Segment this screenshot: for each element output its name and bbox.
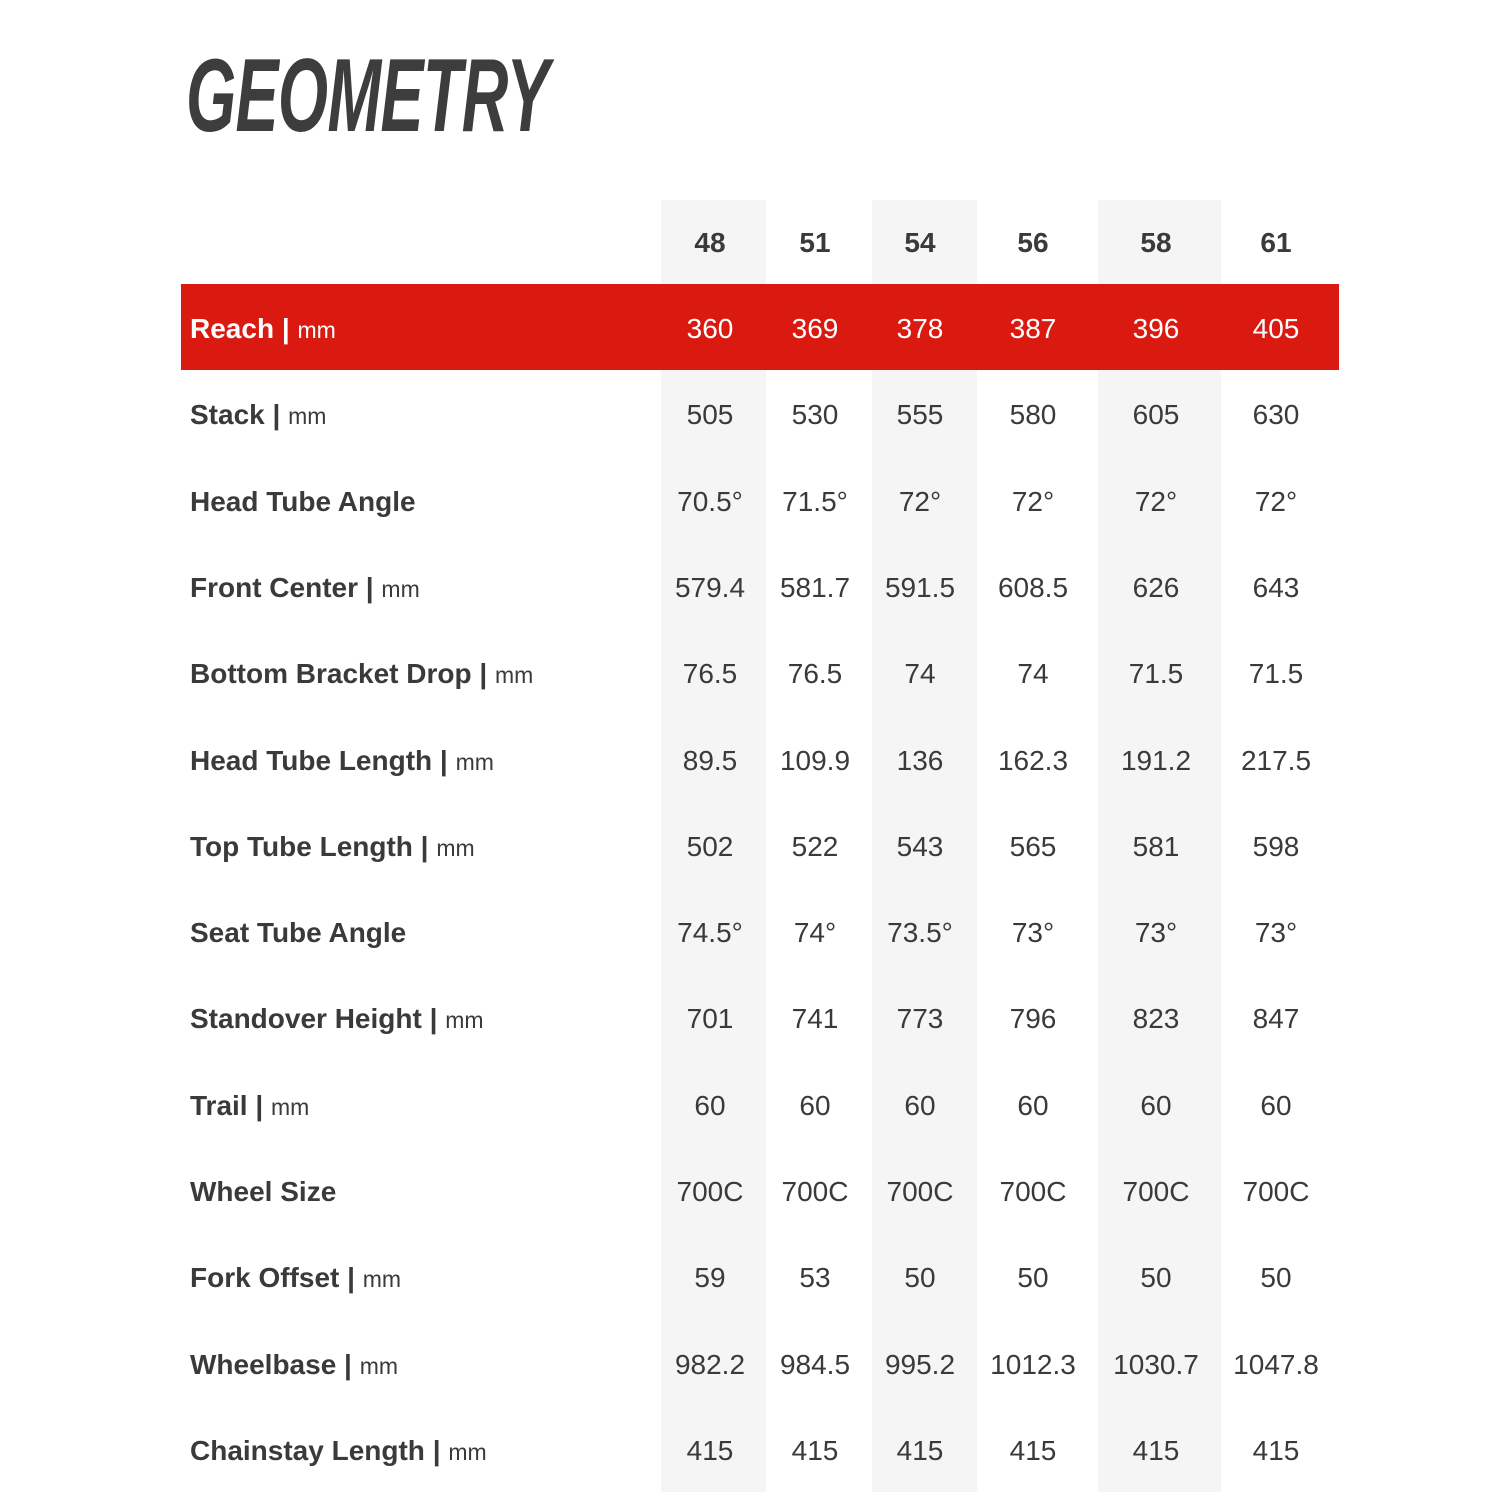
value-cell: 502 [686, 830, 734, 862]
measurement-name: Chainstay Length [190, 1434, 425, 1466]
value-cell: 579.4 [674, 571, 746, 603]
measurement-name: Head Tube Angle [190, 485, 416, 517]
geometry-row [0, 976, 1500, 1062]
geometry-row [0, 372, 1500, 458]
measurement-unit: mm [445, 1007, 484, 1034]
row-label [190, 890, 406, 976]
value-cell: 70.5° [677, 485, 743, 517]
value-cell: 643 [1252, 571, 1300, 603]
value-cell: 700C [781, 1176, 849, 1207]
unit-separator: | [412, 830, 437, 862]
value-cell: 74° [793, 917, 837, 949]
value-cell: 73° [1134, 917, 1178, 949]
unit-separator: | [432, 744, 456, 776]
value-cell: 50 [1260, 1262, 1292, 1294]
geometry-row [0, 1235, 1500, 1321]
value-cell: 378 [896, 313, 944, 344]
value-cell: 50 [904, 1262, 936, 1294]
value-cell: 984.5 [779, 1348, 851, 1380]
size-header: 61 [1260, 227, 1292, 258]
value-cell: 581.7 [779, 571, 851, 603]
size-header: 56 [1017, 227, 1049, 258]
value-cell: 598 [1252, 830, 1300, 862]
row-label [190, 631, 533, 717]
value-cell: 74 [1017, 658, 1049, 690]
value-cell: 369 [791, 313, 839, 344]
measurement-name: Stack [190, 399, 265, 431]
value-cell: 396 [1132, 313, 1180, 344]
value-cell: 73° [1011, 917, 1055, 949]
measurement-name: Wheel Size [190, 1176, 337, 1207]
value-cell: 565 [1009, 830, 1057, 862]
measurement-unit: mm [288, 403, 327, 430]
row-label [190, 459, 416, 545]
value-cell: 360 [686, 313, 734, 344]
value-cell: 89.5 [682, 744, 738, 776]
value-cell: 581 [1132, 830, 1180, 862]
value-cell: 415 [1009, 1434, 1057, 1466]
size-header: 48 [694, 227, 726, 258]
measurement-unit: mm [362, 1266, 402, 1293]
unit-separator: | [336, 1348, 360, 1380]
value-cell: 73° [1254, 917, 1298, 949]
size-header: 51 [799, 227, 831, 258]
value-cell: 415 [1132, 1434, 1180, 1466]
geometry-row [0, 286, 1500, 372]
measurement-unit: mm [381, 575, 420, 602]
row-label [190, 1408, 487, 1494]
value-cell: 50 [1017, 1262, 1049, 1294]
value-cell: 405 [1252, 313, 1300, 344]
value-cell: 1012.3 [990, 1348, 1076, 1380]
value-cell: 543 [896, 830, 944, 862]
value-cell: 53 [799, 1262, 831, 1294]
row-label [190, 372, 326, 458]
geometry-row [0, 1063, 1500, 1149]
value-cell: 217.5 [1240, 744, 1312, 776]
geometry-row [0, 545, 1500, 631]
measurement-name: Seat Tube Angle [190, 917, 407, 949]
value-cell: 796 [1009, 1003, 1057, 1035]
measurement-name: Reach [190, 313, 275, 344]
unit-separator: | [339, 1262, 363, 1294]
value-cell: 71.5° [782, 485, 848, 517]
value-cell: 71.5 [1248, 658, 1304, 690]
row-label [190, 1235, 401, 1321]
value-cell: 136 [896, 744, 944, 776]
value-cell: 823 [1132, 1003, 1180, 1035]
value-cell: 73.5° [887, 917, 953, 949]
value-cell: 60 [1140, 1089, 1172, 1121]
row-label [190, 1322, 398, 1408]
value-cell: 72° [1254, 485, 1298, 517]
measurement-name: Top Tube Length [190, 830, 413, 862]
measurement-unit: mm [359, 1352, 399, 1379]
measurement-name: Head Tube Length [190, 744, 433, 776]
value-cell: 700C [1122, 1176, 1190, 1207]
value-cell: 847 [1252, 1003, 1300, 1035]
geometry-row [0, 1322, 1500, 1408]
size-header: 58 [1140, 227, 1172, 258]
unit-separator: | [358, 571, 382, 603]
row-label [190, 286, 336, 372]
value-cell: 72° [1134, 485, 1178, 517]
measurement-unit: mm [448, 1438, 487, 1465]
value-cell: 605 [1132, 399, 1180, 431]
value-cell: 76.5 [682, 658, 738, 690]
value-cell: 700C [676, 1176, 744, 1207]
value-cell: 162.3 [997, 744, 1069, 776]
value-cell: 591.5 [884, 571, 956, 603]
measurement-name: Wheelbase [190, 1348, 337, 1380]
value-cell: 191.2 [1120, 744, 1192, 776]
value-cell: 700C [999, 1176, 1067, 1207]
value-cell: 59 [694, 1262, 726, 1294]
measurement-name: Front Center [190, 571, 358, 603]
geometry-row [0, 890, 1500, 976]
value-cell: 505 [686, 399, 734, 431]
measurement-unit: mm [495, 662, 534, 689]
value-cell: 626 [1132, 571, 1180, 603]
value-cell: 773 [896, 1003, 944, 1035]
geometry-row [0, 631, 1500, 717]
value-cell: 387 [1009, 313, 1057, 344]
value-cell: 741 [791, 1003, 839, 1035]
measurement-unit: mm [436, 834, 475, 861]
value-cell: 72° [1011, 485, 1055, 517]
unit-separator: | [421, 1003, 446, 1035]
row-label [190, 976, 484, 1062]
measurement-unit: mm [297, 317, 336, 343]
value-cell: 415 [686, 1434, 734, 1466]
value-cell: 60 [904, 1089, 936, 1121]
value-cell: 74.5° [677, 917, 743, 949]
value-cell: 415 [1252, 1434, 1300, 1466]
row-label [190, 804, 475, 890]
size-header: 54 [904, 227, 936, 258]
size-header-row [0, 200, 1500, 286]
value-cell: 522 [791, 830, 839, 862]
value-cell: 1047.8 [1233, 1348, 1319, 1380]
value-cell: 701 [686, 1003, 734, 1035]
row-label [190, 1063, 309, 1149]
value-cell: 982.2 [674, 1348, 746, 1380]
geometry-row [0, 718, 1500, 804]
row-label [190, 1149, 336, 1235]
measurement-name: Bottom Bracket Drop [190, 658, 472, 690]
unit-separator: | [424, 1434, 449, 1466]
geometry-row [0, 804, 1500, 890]
value-cell: 700C [1242, 1176, 1310, 1207]
value-cell: 630 [1252, 399, 1300, 431]
value-cell: 415 [791, 1434, 839, 1466]
value-cell: 555 [896, 399, 944, 431]
measurement-name: Trail [190, 1089, 248, 1121]
unit-separator: | [471, 658, 495, 690]
value-cell: 700C [886, 1176, 954, 1207]
row-label [190, 545, 420, 631]
value-cell: 1030.7 [1113, 1348, 1199, 1380]
value-cell: 60 [1260, 1089, 1292, 1121]
value-cell: 60 [1017, 1089, 1049, 1121]
measurement-name: Standover Height [190, 1003, 422, 1035]
unit-separator: | [274, 313, 298, 344]
value-cell: 608.5 [997, 571, 1069, 603]
measurement-unit: mm [271, 1093, 310, 1120]
geometry-row [0, 1149, 1500, 1235]
value-cell: 71.5 [1128, 658, 1184, 690]
value-cell: 74 [904, 658, 936, 690]
measurement-unit: mm [455, 748, 494, 775]
value-cell: 60 [799, 1089, 831, 1121]
geometry-row [0, 459, 1500, 545]
value-cell: 60 [694, 1089, 726, 1121]
value-cell: 995.2 [884, 1348, 956, 1380]
value-cell: 530 [791, 399, 839, 431]
unit-separator: | [247, 1089, 271, 1121]
value-cell: 415 [896, 1434, 944, 1466]
value-cell: 72° [898, 485, 942, 517]
value-cell: 50 [1140, 1262, 1172, 1294]
page-title: GEOMETRY [186, 38, 549, 154]
geometry-row [0, 1408, 1500, 1494]
value-cell: 580 [1009, 399, 1057, 431]
value-cell: 109.9 [779, 744, 851, 776]
row-label [190, 718, 494, 804]
measurement-name: Fork Offset [190, 1262, 340, 1294]
value-cell: 76.5 [787, 658, 843, 690]
unit-separator: | [264, 399, 289, 431]
